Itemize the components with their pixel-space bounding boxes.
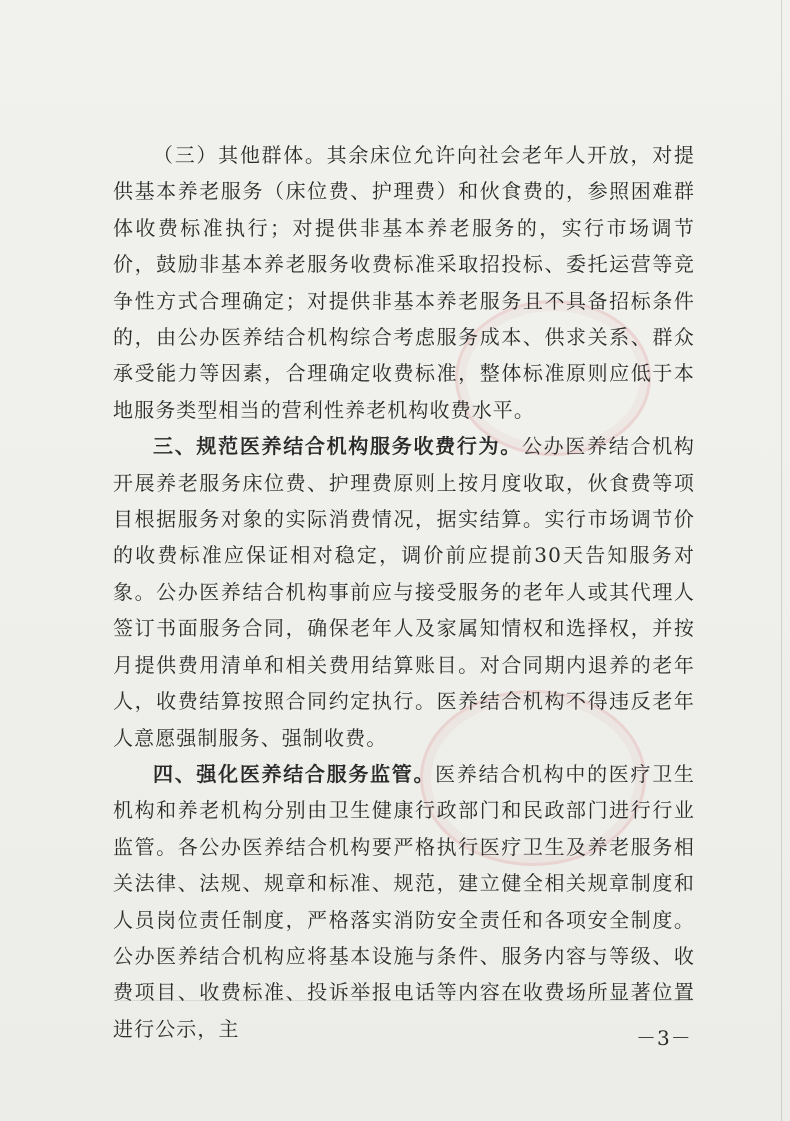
paragraph-text: 公办医养结合机构开展养老服务床位费、护理费原则上按月度收取，伙食费等项目根据服务对象的实际消费情况，据实结算。实行市场调节价的收费标准应保证相对稳定，调价前应提前30天告知服务对象。公办医养结合机构事前应与接受服务的老年人或其代理人签订书面服务合同，确保老年人及家属知情权和选择权，并按月提供费用清单和相关费用结算账目。对合同期内退养的老年人，收费结算按照合同约定执行。医养结合机构不得违反老年人意愿强制服务、强制收费。 [113, 434, 695, 750]
paragraph-text: 医养结合机构中的医疗卫生机构和养老机构分别由卫生健康行政部门和民政部门进行行业监管。各公办医养结合机构要严格执行医疗卫生及养老服务相关法律、法规、规章和标准、规范，建立健全相关规章制度和人员岗位责任制度，严格落实消防安全责任和各项安全制度。公办医养结合机构应将基本设施与条件、服务内容与等级、收费项目、收费标准、投诉举报电话等内容在收费场所显著位置进行公示，主 [113, 761, 695, 1041]
paragraph-other-groups [113, 137, 695, 428]
section-heading: 三、规范医养结合机构服务收费行为。 [153, 434, 522, 459]
page-edge-line [781, 0, 782, 1121]
faint-bleed-through-line [120, 1000, 680, 1001]
paragraph-section-three [113, 428, 695, 756]
document-body [113, 137, 695, 1047]
page-number: －3－ [636, 1026, 692, 1050]
paragraph-section-four [113, 756, 695, 1047]
section-heading: 四、强化医养结合服务监管。 [153, 761, 436, 786]
paragraph-text: （三）其他群体。其余床位允许向社会老年人开放，对提供基本养老服务（床位费、护理费）和伙食费的，参照困难群体收费标准执行；对提供非基本养老服务的，实行市场调节价，鼓励非基本养老服务收费标准采取招投标、委托运营等竞争性方式合理确定；对提供非基本养老服务且不具备招标条件的，由公办医养结合机构综合考虑服务成本、供求关系、群众承受能力等因素，合理确定收费标准，整体标准原则应低于本地服务类型相当的营利性养老机构收费水平。 [113, 143, 695, 422]
